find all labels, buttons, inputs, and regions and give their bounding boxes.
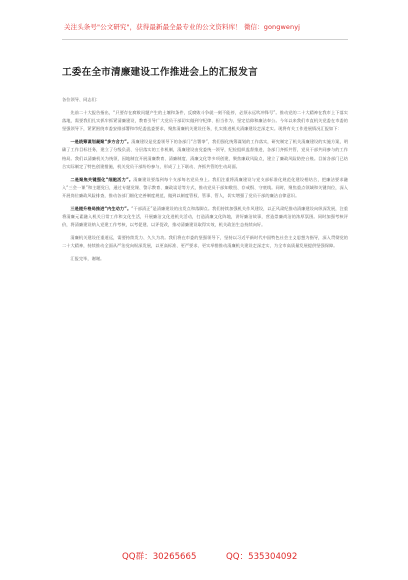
section-3-body: “干部清正”是清廉建设的出发点和落脚点。我们持续加强机关作风建设，以正风肃纪推动清廉建设向纵深发展，注重将清廉元素融入机关日常工作和文化生活，开展廉洁文化进机关活动，打造清廉文化阵地，讲好廉洁故事，营造崇廉尚洁的浓厚氛围。同时加强考核评价，将清廉建设纳入党建工作考核，以考促建、以评促改，推动清廉建设取得实效，机关政治生态持续向好。 [62,205,348,228]
footer-qq-group: QQ群：30265665 [122,552,197,562]
section-1-body: 清廉建设是党委领导下的各部门“合署拳”，我们强化统筹谋划的工作落实，研究制定了机关清廉建设的实施方案，明确了工作目标任务，建立了分级负责、分层落实的工作机制，清廉建设由党委统一领导，纪检组织监督推进，各部门齐抓共管，党员干部共同参与的工作格局。我们以清廉机关为统领，因地制宜开展清廉教育、清廉制度、清廉文化等多项创建，聚焦廉政风险点，建立了廉政风险防控台账。目前各部门已结合实际制定了特色创建措施，机关党员干部纷纷参与，形成了上下联动、齐抓共管的生动局面。 [62,138,348,169]
section-2 [62,176,348,201]
promo-banner-text: 关注头条号"公文研究"，获得最新最全最专业的公文资料库！ 微信：gongwenyj [64,23,301,31]
section-2-body: 清廉建设要落到每个支部每名党员身上。我们注重将清廉建设与党支部标准化规范化建设相结合，把廉洁要求融入“三会一课”和主题党日，通过专题党课、警示教育、廉政谈话等方式，推动党员干部知敬畏、存戒惧、守底线。同时，聚焦重点领域和关键岗位，深入开展岗位廉政风险排查，推动各部门细化完善制度规范，做到以制度管权、管事、管人，切实增强了党员干部的廉洁自律意识。 [62,176,348,199]
footer-qq-number: QQ：535304092 [226,552,298,562]
intro-paragraph: 先前二十大报告指出，“只要存在腐败问题产生的土壤和条件，反腐败斗争就一刻不能停，必须永远吹冲锋号”。推动党的二十大精神在我市上下落实落地，需要我们扎实抓牢抓紧清廉建设，教育引导广大党员干部切实做到守纪律、担当作为、坚定信仰和廉洁奉公。今年以来我们市直机关党委在市委的坚强领导下，紧紧围绕市委安排部署和市纪委监委要求，聚焦清廉机关建设任务，扎实推进机关清廉建设走深走实。现将有关工作进展情况汇报如下： [62,109,348,132]
section-3-lead: 三是提升格局推进“内生动力”。 [70,205,132,211]
promo-banner [62,17,348,40]
section-1-lead: 一是统筹谋划凝聚“多方合力”。 [70,138,132,144]
document-body [62,96,348,268]
document-title: 工委在全市清廉建设工作推进会上的汇报发言 [62,67,258,78]
section-1 [62,138,348,171]
closing-paragraph: 清廉机关建设任重道远，需要持续发力、久久为功。我们将在市委的坚强领导下，坚持以习近平新时代中国特色社会主义思想为指导，深入贯彻党的二十大精神，持续推动全面从严治党向纵深发展，以更高标准、更严要求、更实举措推动清廉机关建设走深走实，为全市高质量发展提供坚强保障。 [62,235,348,249]
salutation: 各位领导、同志们： [62,97,101,102]
thanks-line: 汇报完毕，谢谢。 [70,256,105,262]
section-3 [62,205,348,230]
section-2-lead: 二是聚焦关键强化“细胞活力”。 [70,176,134,182]
